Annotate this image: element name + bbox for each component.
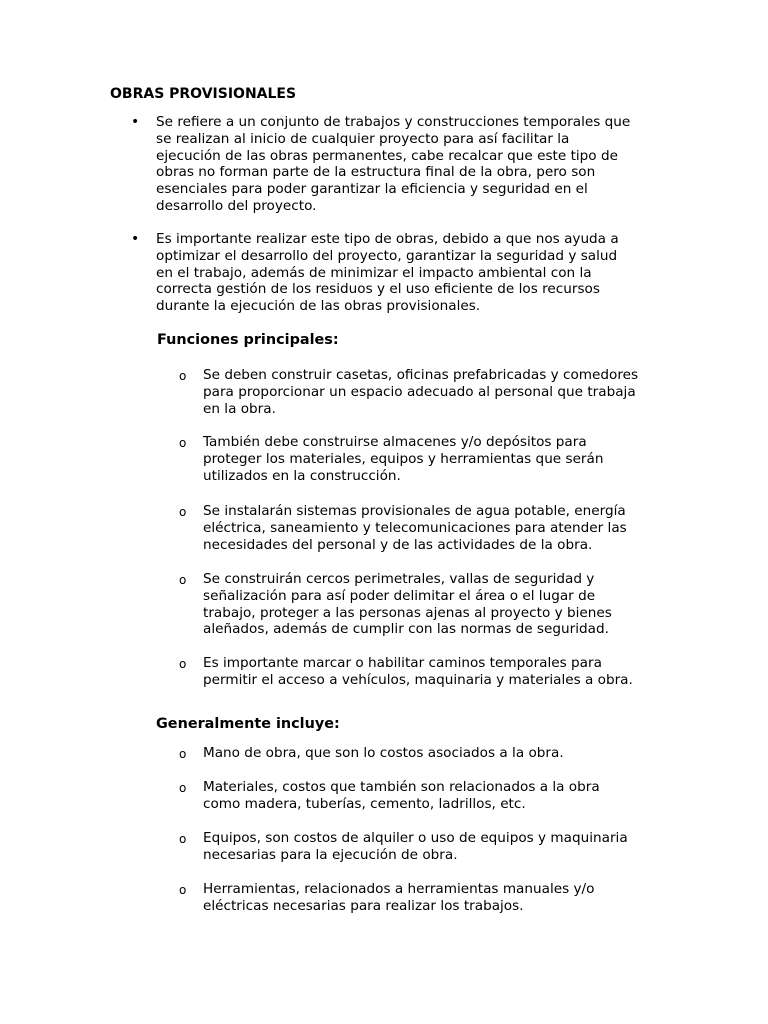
text-line: Herramientas, relacionados a herramientas manuales y/o [203,881,595,897]
list-item-text [203,830,673,864]
text-line: Es importante marcar o habilitar caminos temporales para [203,655,602,671]
bullet-icon: • [131,231,140,247]
text-line: correcta gestión de los residuos y el uso eficiente de los recursos [156,281,600,298]
list-item-text [203,779,673,813]
text-line: Se instalarán sistemas provisionales de agua potable, energía [203,503,626,519]
circle-bullet-icon: o [179,883,187,897]
section-heading-funciones: Funciones principales: [157,332,339,348]
bullet-icon: • [131,114,140,130]
circle-bullet-icon: o [179,747,187,761]
list-item-text [203,655,673,689]
list-item-text [203,881,673,915]
list-item-text [203,434,673,484]
text-line: en el trabajo, además de minimizar el impacto ambiental con la [156,264,592,281]
circle-bullet-icon: o [179,369,187,383]
text-line: en la obra. [203,400,276,417]
circle-bullet-icon: o [179,781,187,795]
text-line: eléctrica, saneamiento y telecomunicaciones para atender las [203,519,627,536]
text-line: durante la ejecución de las obras provisionales. [156,298,481,315]
text-line: como madera, tuberías, cemento, ladrillos, etc. [203,795,526,812]
text-line: trabajo, proteger a las personas ajenas al proyecto y bienes [203,604,612,621]
text-line: Se deben construir casetas, oficinas prefabricadas y comedores [203,367,639,383]
text-line: optimizar el desarrollo del proyecto, garantizar la seguridad y salud [156,247,618,264]
list-item-text [203,503,673,553]
text-line: proteger los materiales, equipos y herramientas que serán [203,450,604,467]
intro-bullet-text [156,114,666,215]
text-line: señalización para así poder delimitar el área o el lugar de [203,587,596,604]
text-line: También debe construirse almacenes y/o depósitos para [203,434,587,450]
text-line: ejecución de las obras permanentes, cabe recalcar que este tipo de [156,147,618,164]
text-line: obras no forman parte de la estructura final de la obra, pero son [156,164,596,181]
text-line: Es importante realizar este tipo de obras, debido a que nos ayuda a [156,231,619,247]
text-line: utilizados en la construcción. [203,467,401,484]
text-line: necesarias para la ejecución de obra. [203,846,458,863]
text-line: Mano de obra, que son lo costos asociados a la obra. [203,745,564,761]
text-line: Equipos, son costos de alquiler o uso de equipos y maquinaria [203,830,628,846]
circle-bullet-icon: o [179,657,187,671]
text-line: Se construirán cercos perimetrales, vallas de seguridad y [203,571,595,587]
document-title: OBRAS PROVISIONALES [110,86,297,102]
text-line: se realizan al inicio de cualquier proyecto para así facilitar la [156,130,570,147]
section-heading-incluye: Generalmente incluye: [156,716,340,732]
circle-bullet-icon: o [179,505,187,519]
text-line: esenciales para poder garantizar la eficiencia y seguridad en el [156,181,588,198]
text-line: necesidades del personal y de las actividades de la obra. [203,536,593,553]
text-line: Se refiere a un conjunto de trabajos y construcciones temporales que [156,114,631,130]
text-line: Materiales, costos que también son relacionados a la obra [203,779,600,795]
intro-bullet-text [156,231,666,315]
text-line: permitir el acceso a vehículos, maquinaria y materiales a obra. [203,671,633,688]
circle-bullet-icon: o [179,573,187,587]
list-item-text [203,745,673,762]
circle-bullet-icon: o [179,832,187,846]
text-line: eléctricas necesarias para realizar los trabajos. [203,897,524,914]
text-line: aleñados, además de cumplir con las normas de seguridad. [203,621,609,638]
text-line: desarrollo del proyecto. [156,197,317,214]
list-item-text [203,367,673,417]
text-line: para proporcionar un espacio adecuado al personal que trabaja [203,383,636,400]
list-item-text [203,571,673,638]
circle-bullet-icon: o [179,436,187,450]
